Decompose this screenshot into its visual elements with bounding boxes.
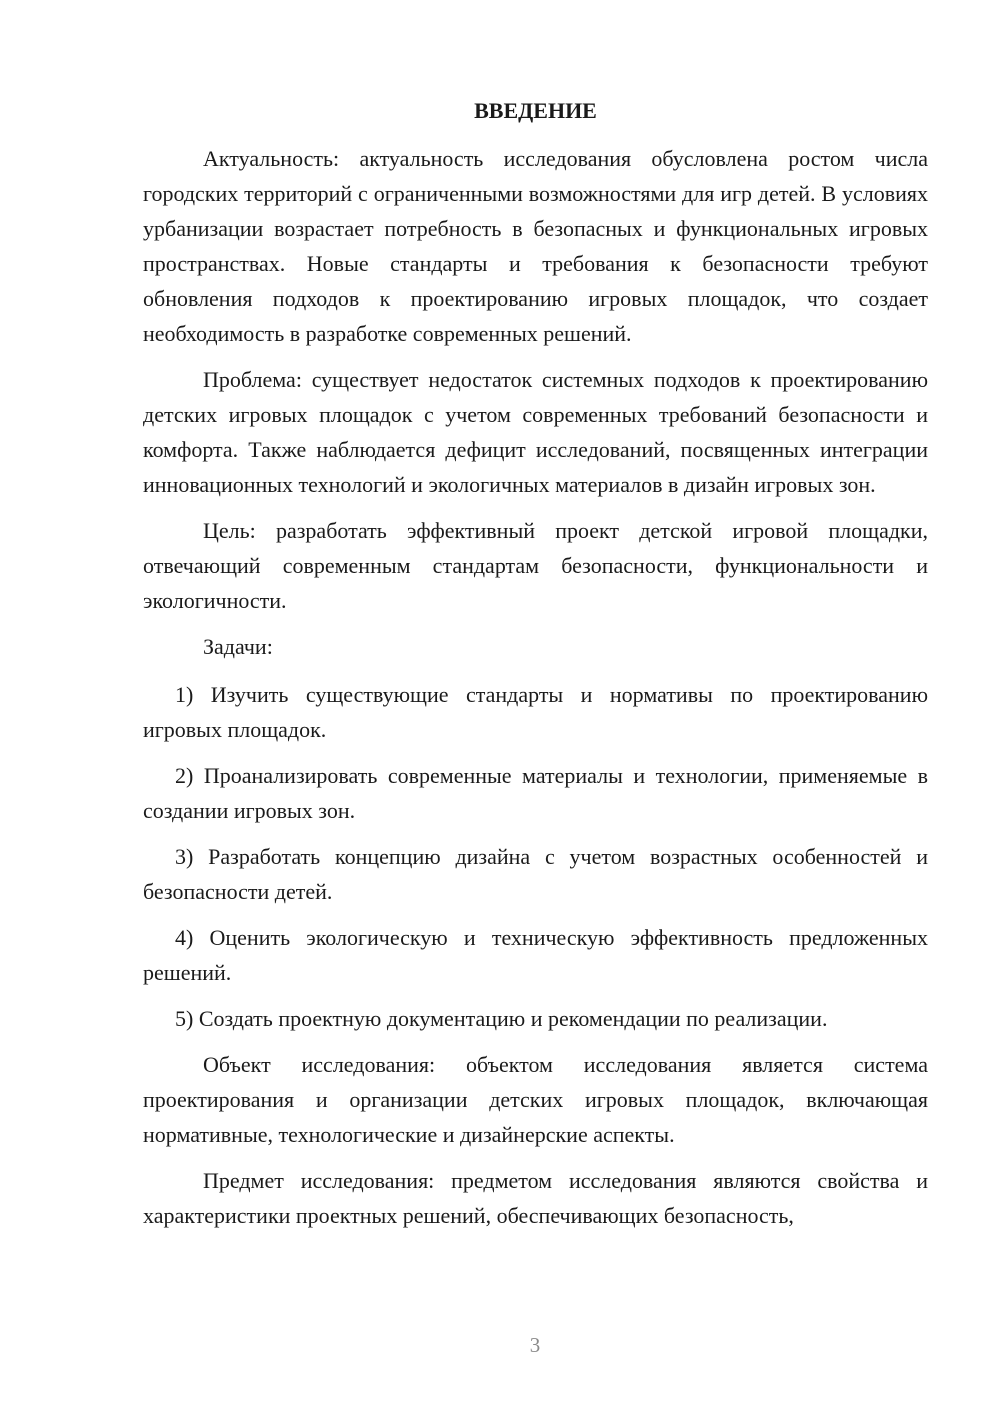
object-paragraph: Объект исследования: объектом исследования является система проектирования и организации детских игровых площадок, включающая нормативные, технологические и дизайнерские аспекты. (143, 1052, 928, 1147)
task-item-5: 5) Создать проектную документацию и рекомендации по реализации. (175, 1006, 828, 1031)
problem-paragraph: Проблема: существует недостаток системных подходов к проектированию детских игровых площадок с учетом современных требований безопасности и комфорта. Также наблюдается дефицит исследований, посвященных интеграции инновационных технологий и экологичных материалов в дизайн игровых зон. (143, 367, 928, 497)
goal-paragraph: Цель: разработать эффективный проект детской игровой площадки, отвечающий современным стандартам безопасности, функциональности и экологичности. (143, 518, 928, 613)
task-item-4: 4) Оценить экологическую и техническую эффективность предложенных решений. (143, 925, 928, 985)
task-item-2: 2) Проанализировать современные материалы и технологии, применяемые в создании игровых зон. (143, 763, 928, 823)
task-item-1: 1) Изучить существующие стандарты и нормативы по проектированию игровых площадок. (143, 682, 928, 742)
relevance-paragraph: Актуальность: актуальность исследования обусловлена ростом числа городских территорий с ограниченными возможностями для игр детей. В условиях урбанизации возрастает потребность в безопасных и функциональных игровых пространствах. Новые стандарты и требования к безопасности требуют обновления подходов к проектированию игровых площадок, что создает необходимость в разработке современных решений. (143, 146, 928, 346)
section-title: ВВЕДЕНИЕ (474, 98, 597, 123)
page-content (143, 96, 928, 1244)
tasks-heading: Задачи: (203, 634, 273, 659)
subject-paragraph: Предмет исследования: предметом исследования являются свойства и характеристики проектных решений, обеспечивающих безопасность, (143, 1168, 928, 1228)
task-item-3: 3) Разработать концепцию дизайна с учетом возрастных особенностей и безопасности детей. (143, 844, 928, 904)
page-number: 3 (529, 1333, 541, 1357)
